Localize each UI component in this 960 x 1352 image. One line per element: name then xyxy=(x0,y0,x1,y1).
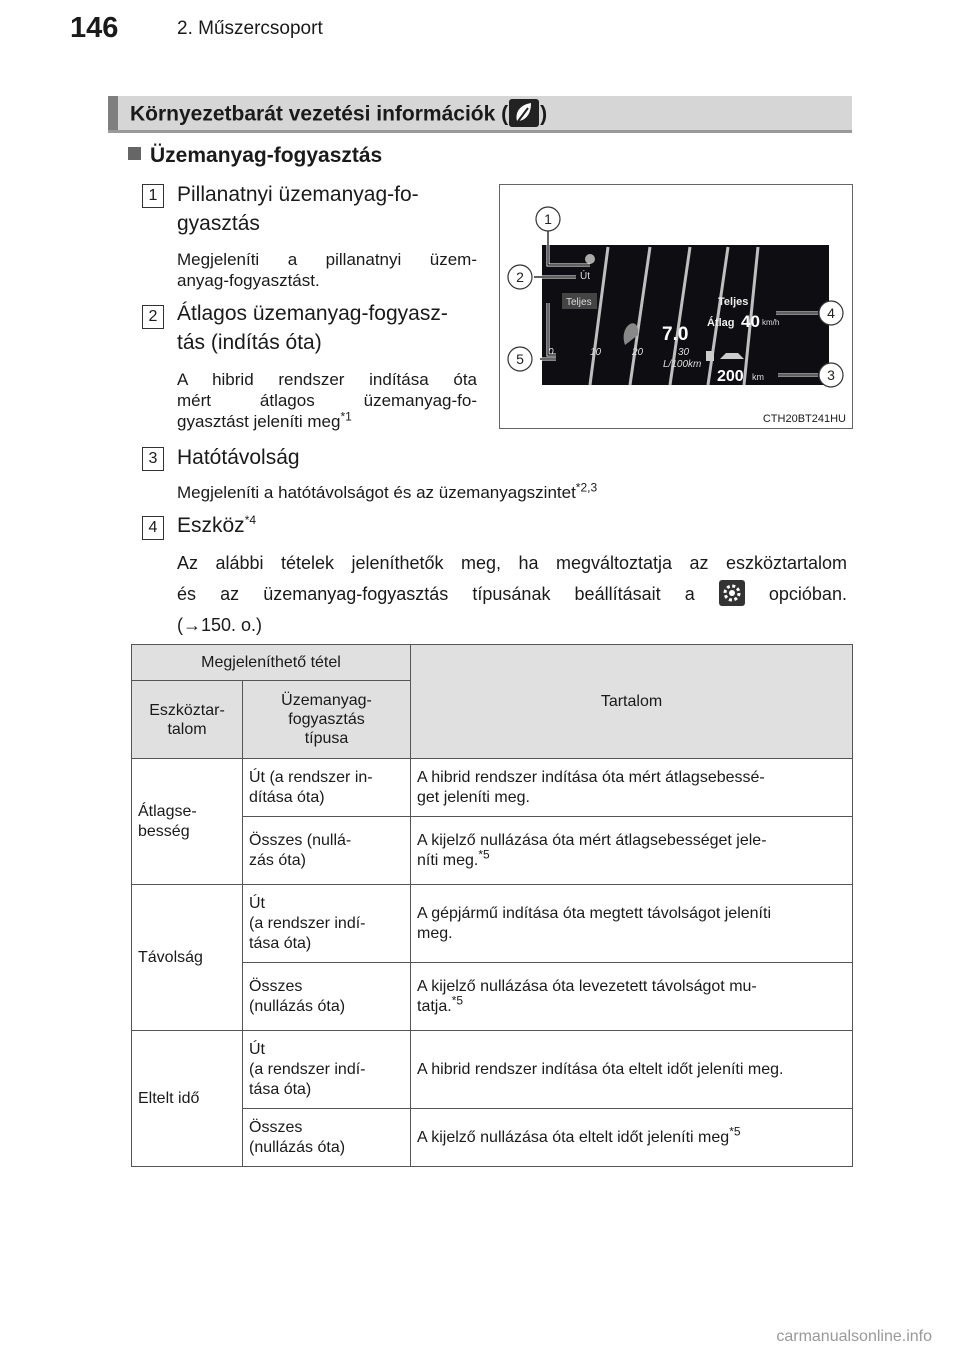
item-title-4: Eszköz$^{*4}$ xyxy=(177,513,257,537)
table-content xyxy=(411,817,853,885)
section-title-text: Környezetbarát vezetési információk ( xyxy=(130,102,509,126)
table-category: Távolság xyxy=(132,885,243,1031)
table-type: Út (a rendszer indí- tása óta) xyxy=(243,1031,411,1109)
figure-code: CTH20BT241HU xyxy=(762,413,846,425)
table-content-text: A gépjármű indítása óta megtett távolságot jeleníti meg. xyxy=(417,904,771,942)
table-content xyxy=(411,1109,853,1167)
item-number-1: 1 xyxy=(142,184,164,208)
section-title xyxy=(130,101,547,129)
item-number-3: 3 xyxy=(142,447,164,471)
table-type: Összes (nullázás óta) xyxy=(243,1109,411,1167)
fig-speed-unit: km/h xyxy=(762,318,780,327)
fig-scale-20: 20 xyxy=(632,347,644,358)
footnote-ref: *5 xyxy=(478,847,490,862)
fig-consumption: 7.0 xyxy=(662,324,689,345)
table-content-text: A kijelző nullázása óta levezetett távolságot mu- tatja. xyxy=(417,977,757,1015)
table-type: Út (a rendszer in- dítása óta) xyxy=(243,759,411,817)
table-content xyxy=(411,759,853,817)
fig-scale-0: 0 xyxy=(548,347,554,358)
item-title-1: Pillanatnyi üzemanyag-fo- gyasztás xyxy=(177,183,419,235)
footnote-ref: *5 xyxy=(451,993,464,1008)
table-row xyxy=(132,759,853,817)
table-content-text: A kijelző nullázása óta eltelt időt jeleníti meg xyxy=(417,1128,730,1146)
section-title-close: ) xyxy=(540,102,548,126)
section-header xyxy=(108,96,852,133)
fig-label-ut: Út xyxy=(580,271,590,282)
fuel-pump-icon xyxy=(706,351,714,361)
footnote-ref: *5 xyxy=(729,1124,741,1139)
fig-scale-30: 30 xyxy=(678,347,690,358)
table-type: Út (a rendszer indí- tása óta) xyxy=(243,885,411,963)
instrument-cluster-figure xyxy=(499,184,853,429)
page-number: 146 xyxy=(70,12,119,44)
table-row xyxy=(132,885,853,963)
table-content-text: A hibrid rendszer indítása óta mért átlagsebessé- get jeleníti meg. xyxy=(417,768,765,806)
item-title-2: Átlagos üzemanyag-fogyasz- tás (indítás óta) xyxy=(177,302,448,354)
table-content-text: A kijelző nullázása óta mért átlagsebességet jele- níti meg. xyxy=(417,831,767,869)
header-fuel-type: Üzemanyag- fogyasztás típusa xyxy=(243,681,411,759)
item-desc-4: Az alábbi tételek jeleníthetők meg, ha megváltoztatja az eszköztartalom és az üzemanyag-fogyasztás típusának beállításait a opcióban. (→150. o.) xyxy=(177,553,847,635)
table-type: Összes (nullá- zás óta) xyxy=(243,817,411,885)
fig-range: 200 xyxy=(717,368,744,385)
header-tool-content: Eszköztar- talom xyxy=(132,681,243,759)
table-type: Összes (nullázás óta) xyxy=(243,963,411,1031)
cluster-illustration xyxy=(500,185,852,428)
subheading-text: Üzemanyag-fogyasztás xyxy=(150,144,383,167)
table-content xyxy=(411,1031,853,1109)
leaf-icon xyxy=(509,99,539,127)
fig-label-atlag: Átlag xyxy=(707,317,735,329)
fig-label-teljes-left: Teljes xyxy=(566,297,592,308)
table-content xyxy=(411,963,853,1031)
subheading xyxy=(128,144,382,168)
chapter-title: 2. Műszercsoport xyxy=(177,18,323,39)
item-number-2: 2 xyxy=(142,305,164,329)
header-content: Tartalom xyxy=(411,645,853,759)
table-content xyxy=(411,885,853,963)
settings-gear-icon xyxy=(719,580,745,606)
table-category: Eltelt idő xyxy=(132,1031,243,1167)
fig-scale-10: 10 xyxy=(590,347,602,358)
table-category: Átlagse- besség xyxy=(132,759,243,885)
fig-range-unit: km xyxy=(752,372,764,382)
indicator-dot-icon xyxy=(585,254,595,264)
callout-2: 2 xyxy=(516,269,524,285)
item-number-4: 4 xyxy=(142,516,164,540)
fig-cons-unit: L/100km xyxy=(663,359,702,370)
fig-avg-speed: 40 xyxy=(741,312,760,331)
section-accent xyxy=(108,96,118,130)
callout-4: 4 xyxy=(827,305,835,321)
header-displayable-item: Megjeleníthető tétel xyxy=(132,645,411,681)
bullet-square-icon xyxy=(128,147,141,160)
watermark: carmanualsonline.info xyxy=(776,1328,932,1345)
table-content-text: A hibrid rendszer indítása óta eltelt időt jeleníti meg. xyxy=(417,1060,784,1078)
item-desc-2: A hibrid rendszer indítása óta mért átlagos üzemanyag-fo- gyasztást jeleníti meg$^{*1}$ xyxy=(177,370,477,431)
callout-5: 5 xyxy=(516,351,524,367)
item-desc-1: Megjeleníti a pillanatnyi üzem- anyag-fogyasztást. xyxy=(177,250,477,290)
display-items-table xyxy=(131,644,852,1167)
item-desc-3: Megjeleníti a hatótávolságot és az üzemanyagszintet$^{*2,3}$ xyxy=(177,480,598,502)
callout-3: 3 xyxy=(827,367,835,383)
item-title-3: Hatótávolság xyxy=(177,446,300,469)
table-row xyxy=(132,1031,853,1109)
fig-label-teljes-right: Teljes xyxy=(718,296,749,308)
callout-1: 1 xyxy=(544,211,552,227)
